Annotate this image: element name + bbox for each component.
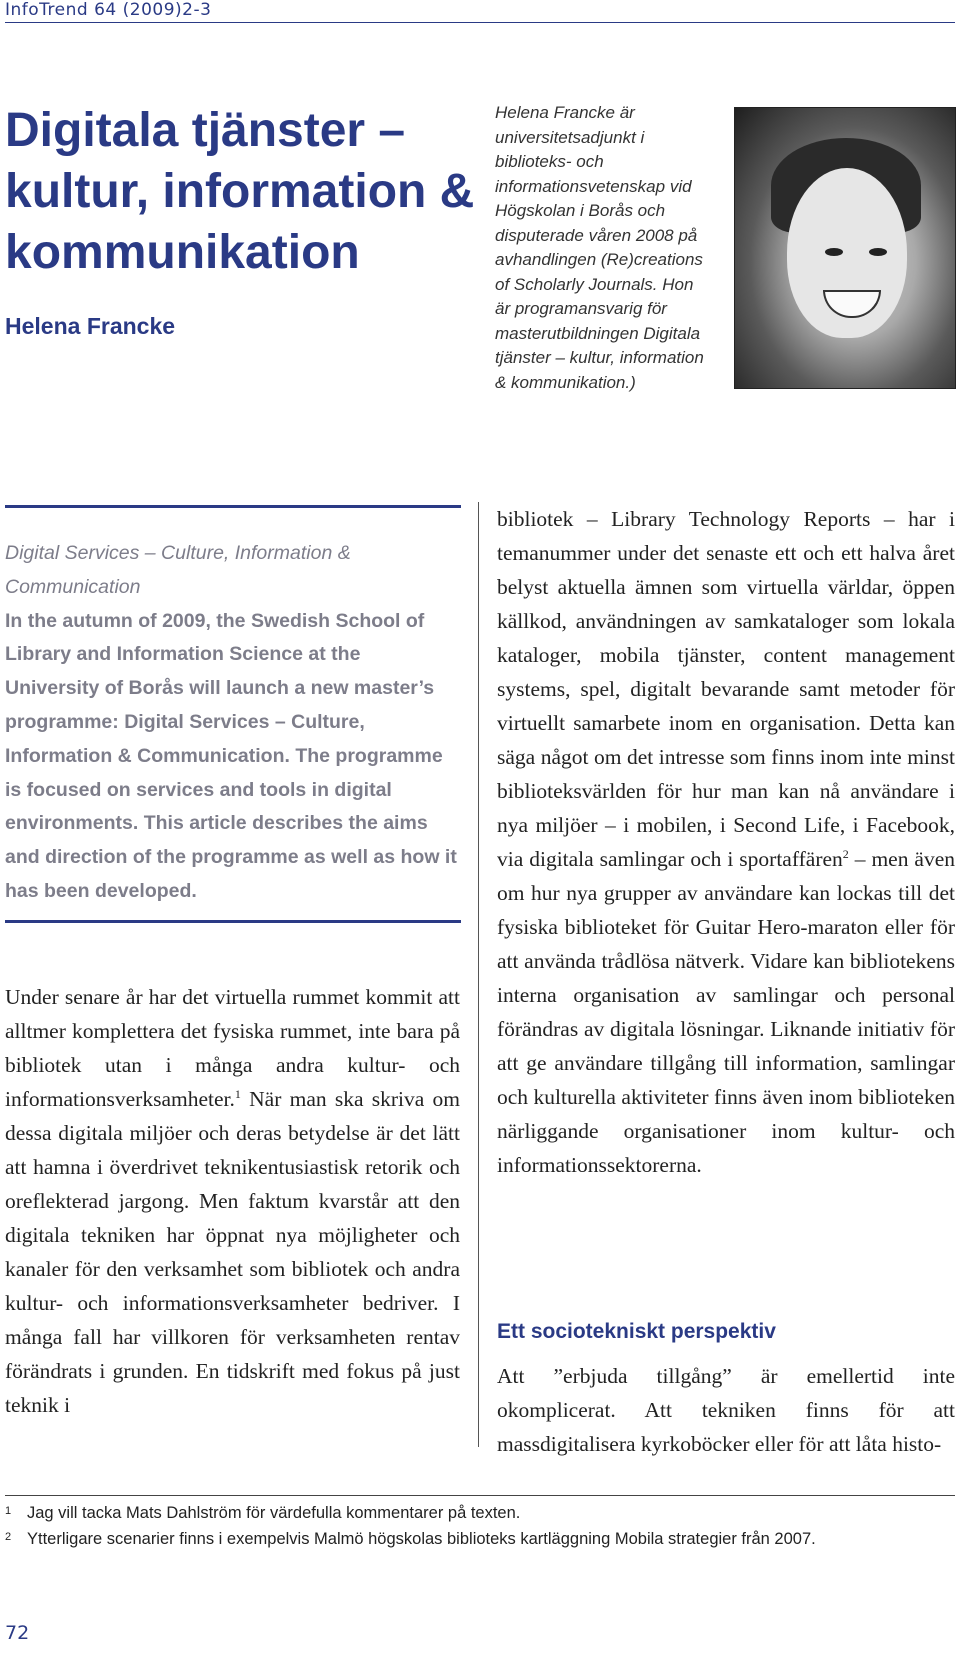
- section-heading: Ett sociotekniskt perspektiv: [497, 1320, 776, 1343]
- body-right-text-b: – men även om hur nya grupper av användare kan lockas till det fysiska biblioteket för Guitar Hero-maraton eller för att använda trådlösa nätverk. Vidare kan bibliotekens interna organisation av samlingar och personal förändras av digitala lösningar. Liknande initiativ för att ge användare tillgång till information, samlingar och kulturella aktiviteter finns även inom biblioteken närliggande organisationer inom kultur- och informationssektorerna.: [497, 847, 955, 1177]
- body-right-text-a: bibliotek – Library Technology Reports – har i temanummer under det senaste ett och ett halva året belyst aktuella ämnen som virtuella världar, öppen källkod, användningen av samkataloger som lokala kataloger, mobila tjänster, content management systems, spel, digitalt bevarande samt metoder för virtuellt samarbete inom en organisation. Detta kan säga något om det intresse som finns inom inte minst biblioteksvärlden för hur man kan nå användare i nya miljöer – i mobilen, i Second Life, i Facebook, via digitala samlingar och i sportaffären: [497, 507, 955, 871]
- article-title: Digitala tjänster – kultur, information & kommunikation: [5, 104, 475, 279]
- article-author: Helena Francke: [5, 313, 176, 339]
- body-left-text-b: När man ska skriva om dessa digitala miljöer och deras betydelse är det lätt att hamna i överdrivet teknikentusiastisk retorik och oreflekterad jargong. Men faktum kvarstår att den digitala tekniken har öppnat nya möjligheter och kanaler för den verksamhet som bibliotek och andra kultur- och informationsverksamheter bedriver. I många fall har villkoren för verksamheten rentav förändrats i grunden. En tidskrift med fokus på just teknik i: [5, 1087, 461, 1417]
- footnote-marker: 2: [5, 1531, 12, 1543]
- body-left-text-a: Under senare år har det virtuella rummet kommit att alltmer komplettera det fysiska rummet, inte bara på bibliotek utan i många andra kultur- och informationsverksamheter.: [5, 985, 460, 1111]
- page-number: 72: [5, 1622, 30, 1644]
- abstract-body: In the autumn of 2009, the Swedish School of Library and Information Science at the University of Borås will launch a new master’s programme: Digital Services – Culture, Information & Communication. The programme is focused on services and tools in digital environments. This article describes the aims and direction of the programme as well as how it has been developed.: [5, 609, 457, 902]
- author-bio: Helena Francke är universitetsadjunkt i biblioteks- och informationsvetenskap vid Högskolan i Borås och disputerade våren 2008 på avhandlingen (Re)creations of Scholarly Journals. Hon är programansvarig för masterutbildningen Digitala tjänster – kultur, information & kommunikation.): [495, 103, 704, 392]
- journal-header: InfoTrend 64 (2009)2-3: [5, 0, 212, 20]
- abstract-title: Digital Services – Culture, Information & Communication: [5, 542, 351, 598]
- column-divider: [478, 502, 479, 1447]
- footnote-marker: 1: [5, 1505, 12, 1517]
- author-photo: [734, 107, 956, 389]
- header-divider: [5, 22, 955, 23]
- footnote-rule: [5, 1495, 955, 1496]
- abstract-bottom-rule: [5, 920, 461, 923]
- footnote-text: Jag vill tacka Mats Dahlström för värdefulla kommentarer på texten.: [27, 1504, 521, 1522]
- body-column-left: [5, 980, 460, 1422]
- footnote-1: [5, 1500, 945, 1526]
- footnote-text: Ytterligare scenarier finns i exempelvis Malmö högskolas biblioteks kartläggning Mobila strategier från 2007.: [27, 1530, 816, 1548]
- footnotes: [5, 1500, 945, 1552]
- footnote-ref-1: 1: [234, 1086, 241, 1101]
- abstract-top-rule: [5, 505, 461, 508]
- footnote-ref-2: 2: [842, 846, 849, 861]
- footnote-2: [5, 1526, 945, 1552]
- body-column-right-continued: Att ”erbjuda tillgång” är emellertid inte okomplicerat. Att tekniken finns för att massdigitalisera kyrkoböcker eller för att låta histo-: [497, 1364, 955, 1456]
- abstract: [5, 537, 460, 909]
- body-column-right: [497, 502, 955, 1182]
